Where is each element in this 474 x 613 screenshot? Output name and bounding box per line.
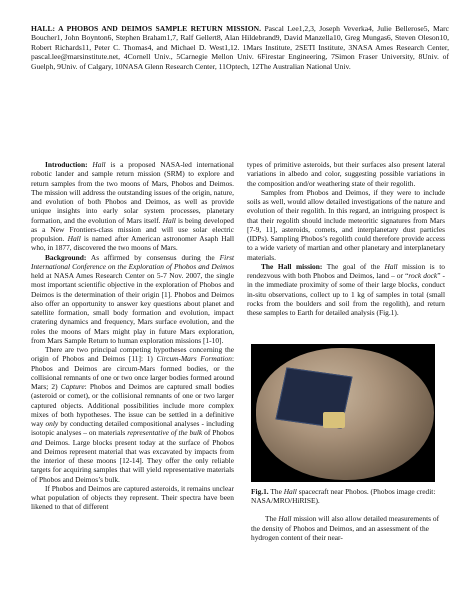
hypotheses-paragraph <box>31 345 234 484</box>
emphasis: and <box>31 437 43 447</box>
text-span: is named after American astronomer Asaph Hall who, in 1877, discovered the two moons of Mars. <box>31 234 235 253</box>
text-span: ” - in the immediate proximity of some of their large blocks, conduct in-situ observations, collect up to 1 kg of samples in total (small rocks from the boulders and soil from the regolith), and return these samples to Earth for detailed analysis (Fig.1). <box>247 271 445 317</box>
text-span: is a proposed NASA-led international robotic lander and sample return mission (SRM) to explore and return samples from the two moons of Mars, Phobos and Deimos. The mission will address the outstanding issues of the origin, nature, and evolution of both Phobos and Deimos, as well as provide unique insights into early solar system processes, planetary formation, and the evolution of Mars itself. <box>31 160 234 225</box>
emphasis: rock dock <box>408 271 438 280</box>
text-span: spacecraft near Phobos. (Phobos image credit: NASA/MRO/HiRISE). <box>251 487 436 506</box>
conference-name: First International Conference on the Exploration of Phobos and Deimos <box>31 252 234 271</box>
mission-name: Hall <box>162 215 176 225</box>
emphasis: only <box>45 419 59 428</box>
spacecraft-body <box>323 412 345 428</box>
text-span: held at NASA Ames Research Center on 5-7 Nov. 2007, the single most important scientific objective in the exploration of Phobos and Deimos is the determination of their origin [1]. Phobos and Deimos also offer an opportunity to answer key questions about planet and satellite formation, small body formation and evolution, impact cratering dynamics and frequency, Mars surface evolution, and the roles the moons of Mars might play in future Mars exploration, from Mars Sample Return to human exploration missions [1-10]. <box>31 271 234 345</box>
left-column <box>31 160 234 512</box>
mission-name: Hall <box>283 487 297 496</box>
hypothesis-name: Capture <box>60 382 85 391</box>
text-span: Deimos. Large blocks present today at the surface of Phobos and Deimos represent material that was excavated by impacts from the interior of these moons [12-14]. They offer the only reliable targets for acquiring samples that will yield representative materials of Phobos and Deimos’s bulk. <box>31 437 234 484</box>
mission-name: Hall <box>278 514 292 524</box>
intro-paragraph <box>31 160 234 253</box>
mission-name: Hall <box>384 261 398 271</box>
figure-hall-spacecraft-phobos <box>251 344 435 482</box>
density-paragraph <box>251 514 447 542</box>
emphasis: representative of the bulk <box>127 428 203 438</box>
hypothesis-name: Circum-Mars Formation <box>156 354 232 364</box>
text-span: mission will also allow detailed measurements of the density of Phobos and Deimos, and an assessment of the hydrogen content of their near- <box>251 514 440 542</box>
text-span: mission is to rendezvous with both Phobos and Deimos, land – or “ <box>247 261 445 280</box>
figure-caption <box>251 487 447 542</box>
paper-header <box>31 24 449 71</box>
figure-label: Fig.1. <box>251 487 269 496</box>
text-span: The <box>265 514 279 524</box>
text-span: There are two principal competing hypotheses concerning the origin of Phobos and Deimos [11]: 1) <box>31 345 234 364</box>
paper-title: HALL: A PHOBOS AND DEIMOS SAMPLE RETURN MISSION. <box>31 24 261 33</box>
mission-name: Hall <box>67 234 81 243</box>
text-span: As affirmed by consensus during the <box>86 252 220 262</box>
text-span: by conducting detailed compositional analyses - including isotopic analyses – on materials <box>31 419 234 438</box>
regolith-paragraph: Samples from Phobos and Deimos, if they were to include soils as well, would allow detailed investigations of the nature and evolution of their regolith. In this regard, an intriguing prospect is that their regolith should include meteoritic signatures from Mars [7-9, 11], asteroids, comets, and interplanetary dust particles (IDPs). Sampling Phobos’s regolith could therefore provide access to a wide variety of martian and other planetary and interplanetary materials. <box>247 187 445 262</box>
text-span: is being developed as a New Frontiers-class mission and will use solar electric propulsion. <box>31 215 234 243</box>
right-column <box>247 160 445 317</box>
text-span: : Phobos and Deimos are circum-Mars formed bodies, or the collisional remnants of one or two once larger bodies formed around Mars; 2) <box>31 354 234 391</box>
hall-mission-heading: The Hall mission: <box>261 261 323 271</box>
asteroid-types-paragraph: types of primitive asteroids, but their surfaces also present lateral variations in albedo and color, suggesting possible variations in the composition and/or weathering state of their regolith. <box>247 160 445 188</box>
text-span: The goal of the <box>322 261 385 271</box>
authors-affiliations: Pascal Lee1,2,3, Joseph Veverka4, Julie Bellerose5, Marc Boucher1, John Boynton6, Stephen Braham1,7, Ralf Gellert8, Alan Hildebrand9, David Manzella10, Greg Mungas6, Steven Oleson10, Robert Richards11, Peter C. Thomas4, and Michael D. West1,12. 1Mars Institute, 2SETI Institute, 3NASA Ames Research Center, pascal.lee@marsinstitute.net, 4Cornell Univ., 5Carnegie Mellon Univ. 6Firestar Engineering, 7Simon Fraser University, 8Univ. of Guelph, 9Univ. of Calgary, 10NASA Glenn Research Center, 11Optech, 12The Australian National Univ. <box>31 24 449 71</box>
mission-name: Hall <box>92 160 106 169</box>
text-span: of Phobos <box>202 428 234 438</box>
captured-asteroids-paragraph: If Phobos and Deimos are captured asteroids, it remains unclear what population of objects they represent. Their spectra have been likened to that of different <box>31 483 234 512</box>
text-span: : Phobos and Deimos are captured small bodies (asteroid or comet), or the collisional remnants of one or two larger captured objects. Additional possibilities include more complex mixes of both hypotheses. The issue can be settled in a definitive way <box>31 382 234 428</box>
introduction-heading: Introduction: <box>45 160 88 169</box>
background-paragraph <box>31 253 234 346</box>
text-span: The <box>268 487 284 496</box>
background-heading: Background: <box>45 252 87 262</box>
mission-goal-paragraph <box>247 262 445 318</box>
